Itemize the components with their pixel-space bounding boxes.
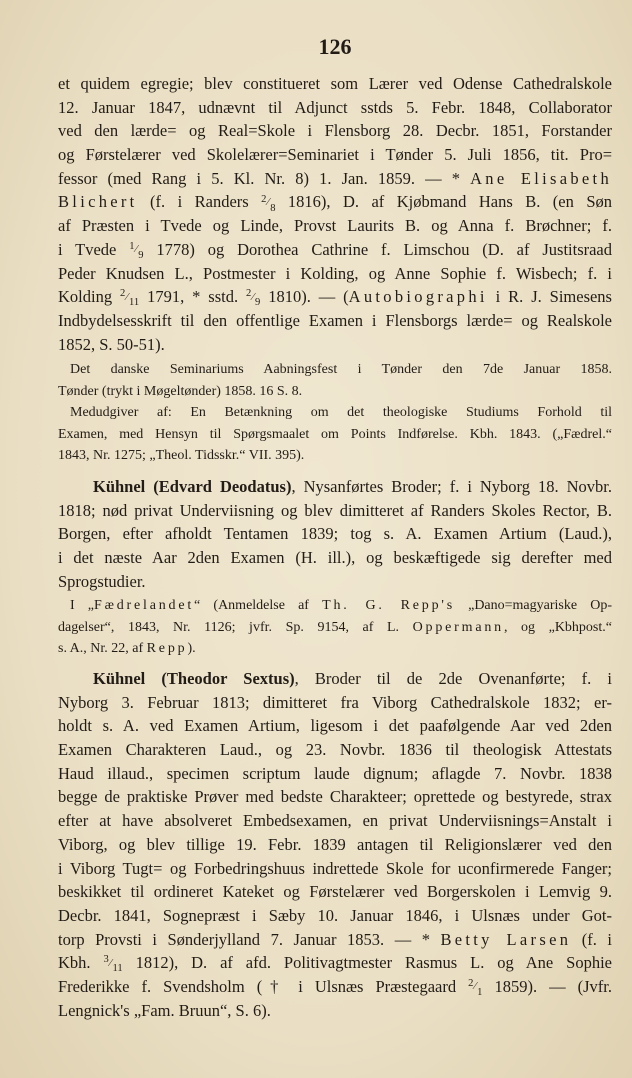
text-run: 1843, Nr. 1275; „Theol. Tidsskr.“ VII. 395). [58,448,305,464]
text-run: i R. J. Simesens [487,287,612,307]
text-line [58,167,612,191]
text-line [58,522,612,546]
text-run: ). [187,641,196,657]
text-run: 1852, S. 50-51). [58,334,165,354]
text-run: Sprogstudier. [58,571,146,591]
letterspaced-name: Repp [146,641,188,657]
biography-entry [58,667,612,1022]
letterspaced-name: Fædrelandet [94,598,195,613]
fraction-month: 11 [112,963,123,975]
text-run: , Nysanførtes Broder; f. i Nyborg 18. Novbr. [291,477,613,496]
text-line [58,714,612,738]
text-run: fessor (med Rang i 5. Kl. Nr. 8) 1. Jan. 1859. — * [58,168,471,188]
text-run: Viborg, og blev tillige 19. Febr. 1839 antagen til Religionslærer ved den [58,834,612,854]
text-line [58,424,612,446]
text-run: Borgen, efter afholdt Tentamen 1839; tog s. A. Examen Artium (Laud.), [58,524,612,544]
text-line [58,333,612,357]
letterspaced-name: Betty Larsen [440,929,572,949]
text-line [58,738,612,762]
text-run: af Præsten i Tvede og Linde, Provst Laurits B. og Anna f. Brøchner; f. [58,216,612,236]
text-run: Indbydelsesskrift til den offentlige Examen i Flensborgs lærde= og Realskole [58,310,612,330]
text-run: efter at have absolveret Embedsexamen, en privat Underviisnings=Anstalt i [58,811,612,831]
text-line [58,238,612,262]
bibliography-note [58,595,612,660]
text-run: Peder Knudsen L., Postmester i Kolding, og Anne Sophie f. Wisbech; f. i [58,263,612,283]
fraction-month: 9 [138,249,144,261]
text-run: s. A., Nr. 22, af [58,641,147,657]
text-run: , og „Kbhpost.“ [503,619,612,635]
text-run: Haud illaud., specimen scriptum laude dignum; aflagde 7. Novbr. 1838 [58,763,612,783]
text-line [58,570,612,594]
text-run: Nyborg 3. Februar 1813; dimitteret fra Viborg Cathedralskole 1832; er- [58,692,612,712]
date-fraction [129,241,143,261]
text-run: Kbh. [58,953,104,973]
text-line [58,809,612,833]
entry-heading: Kühnel (Edvard Deodatus) [93,477,292,496]
text-run: begge de praktiske Prøver med bedste Charakteer; oprettede og bestyrede, strax [58,787,612,807]
text-run: torp Provsti i Sønderjylland 7. Januar 1853. — * [58,929,441,949]
text-line [58,857,612,881]
text-run: (f. i Randers [137,192,262,212]
letterspaced-name: Oppermann [412,619,504,635]
text-run: Medudgiver af: En Betænkning om det theologiske Studiums Forhold til [70,405,612,420]
text-run: 1859). — (Jvfr. [482,976,612,996]
letterspaced-name: Autobiographi [348,287,488,307]
text-run: i Tvede [58,239,130,259]
text-line [58,691,612,715]
text-run: 1791, * sstd. [139,287,246,307]
text-line [58,285,612,309]
fraction-day: 3 ⁄ [103,954,112,965]
text-run: Frederikke f. Svendsholm († i Ulsnæs Præstegaard [58,976,469,996]
date-fraction [103,954,122,974]
text-line [58,928,612,952]
text-run: 12. Januar 1847, udnævnt til Adjunct sstds 5. Febr. 1848, Collaborator [58,97,612,117]
text-run: (f. i [571,929,612,949]
entry-continuation [58,72,612,356]
text-run: Examen, med Hensyn til Spørgsmaalet om Points Indførelse. Kbh. 1843. („Fædrel.“ [58,426,612,442]
text-line [58,262,612,286]
text-line [58,359,612,381]
fraction-day: 2 ⁄ [468,978,477,989]
text-run: i det næste Aar 2den Examen (H. ill.), og beskæftigede sig derefter med [58,548,612,568]
fraction-day: 1 ⁄ [129,241,138,252]
text-run: 1816), D. af Kjøbmand Hans B. (en Søn [275,192,612,212]
text-line [58,546,612,570]
fraction-day: 2 ⁄ [246,288,255,299]
text-line [58,638,612,660]
text-run: 1812), D. af afd. Politivagtmester Rasmus L. og Ane Sophie [122,953,613,973]
text-line [58,951,612,975]
fraction-day: 2 ⁄ [261,194,270,205]
text-line [58,880,612,904]
text-line [58,499,612,523]
date-fraction [246,288,260,308]
text-run: „Dano=magyariske Op- [454,598,612,613]
text-line [58,762,612,786]
text-line [58,999,612,1023]
text-run: “ (Anmeldelse af [194,598,323,613]
text-line [58,381,612,403]
text-run: Decbr. 1841, Sognepræst i Sæby 10. Januar 1846, i Ulsnæs under Got- [58,905,612,925]
text-run: Kolding [58,287,120,307]
date-fraction [120,288,139,308]
text-run: beskikket til ordineret Kateket og Førstelærer ved Borgerskolen i Lemvig 9. [58,882,612,902]
text-line [58,785,612,809]
text-run: Det danske Seminariums Aabningsfest i Tønder den 7de Januar 1858. [70,362,612,377]
text-line [58,214,612,238]
text-run: Examen Charakteren Laud., og 23. Novbr. 1836 til theologisk Attestats [58,740,612,760]
text-run: I „ [70,598,95,613]
letterspaced-name: Blichert [58,192,138,212]
text-run: et quidem egregie; blev constitueret som Lærer ved Odense Cathedralskole [58,74,612,93]
biography-entry [58,475,612,593]
text-run: , Broder til de 2de Ovenanførte; f. i [294,669,612,688]
entry-heading: Kühnel (Theodor Sextus) [93,669,295,688]
text-run: 1818; nød privat Underviisning og blev dimitteret af Randers Skoles Rector, B. [58,500,612,520]
fraction-month: 1 [477,987,483,999]
date-fraction [261,194,275,214]
text-run: og Førstelærer ved Skolelærer=Seminariet i Tønder 5. Juli 1856, tit. Pro= [58,145,612,165]
text-run: holdt s. A. ved Examen Artium, ligesom i det paafølgende Aar ved 2den [58,716,612,736]
text-line [58,617,612,639]
letterspaced-name: Th. G. Repp's [322,598,455,613]
text-line [58,72,612,96]
text-line [58,309,612,333]
text-line [58,667,612,691]
text-run: dagelser“, 1843, Nr. 1126; jvfr. Sp. 9154, af L. [58,619,413,635]
text-line [58,975,612,999]
text-line [58,143,612,167]
text-line [58,402,612,424]
text-line [58,904,612,928]
fraction-month: 11 [129,297,140,309]
text-run: Lengnick's „Fam. Bruun“, S. 6). [58,1000,271,1020]
text-line [58,595,612,617]
text-line [58,96,612,120]
text-line [58,445,612,467]
text-line [58,833,612,857]
letterspaced-name: Ane Elisabeth [470,168,612,188]
text-line [58,119,612,143]
bibliography-note [58,359,612,402]
text-run: 1778) og Dorothea Cathrine f. Limschou (D. af Justitsraad [143,239,613,259]
date-fraction [468,978,482,998]
bibliography-note [58,402,612,467]
page-number: 126 [318,34,352,59]
fraction-month: 9 [255,297,261,309]
text-run: Tønder (trykt i Møgeltønder) 1858. 16 S. 8. [58,383,303,399]
text-line [58,190,612,214]
text-run: ved den lærde= og Real=Skole i Flensborg 28. Decbr. 1851, Forstander [58,121,612,141]
fraction-month: 8 [270,202,276,214]
text-run: 1810). — ( [260,287,349,307]
text-run: i Viborg Tugt= og Forbedringshuus indrettede Skole for uconfirmerede Fanger; [58,858,612,878]
fraction-day: 2 ⁄ [120,288,129,299]
text-line [58,475,612,499]
